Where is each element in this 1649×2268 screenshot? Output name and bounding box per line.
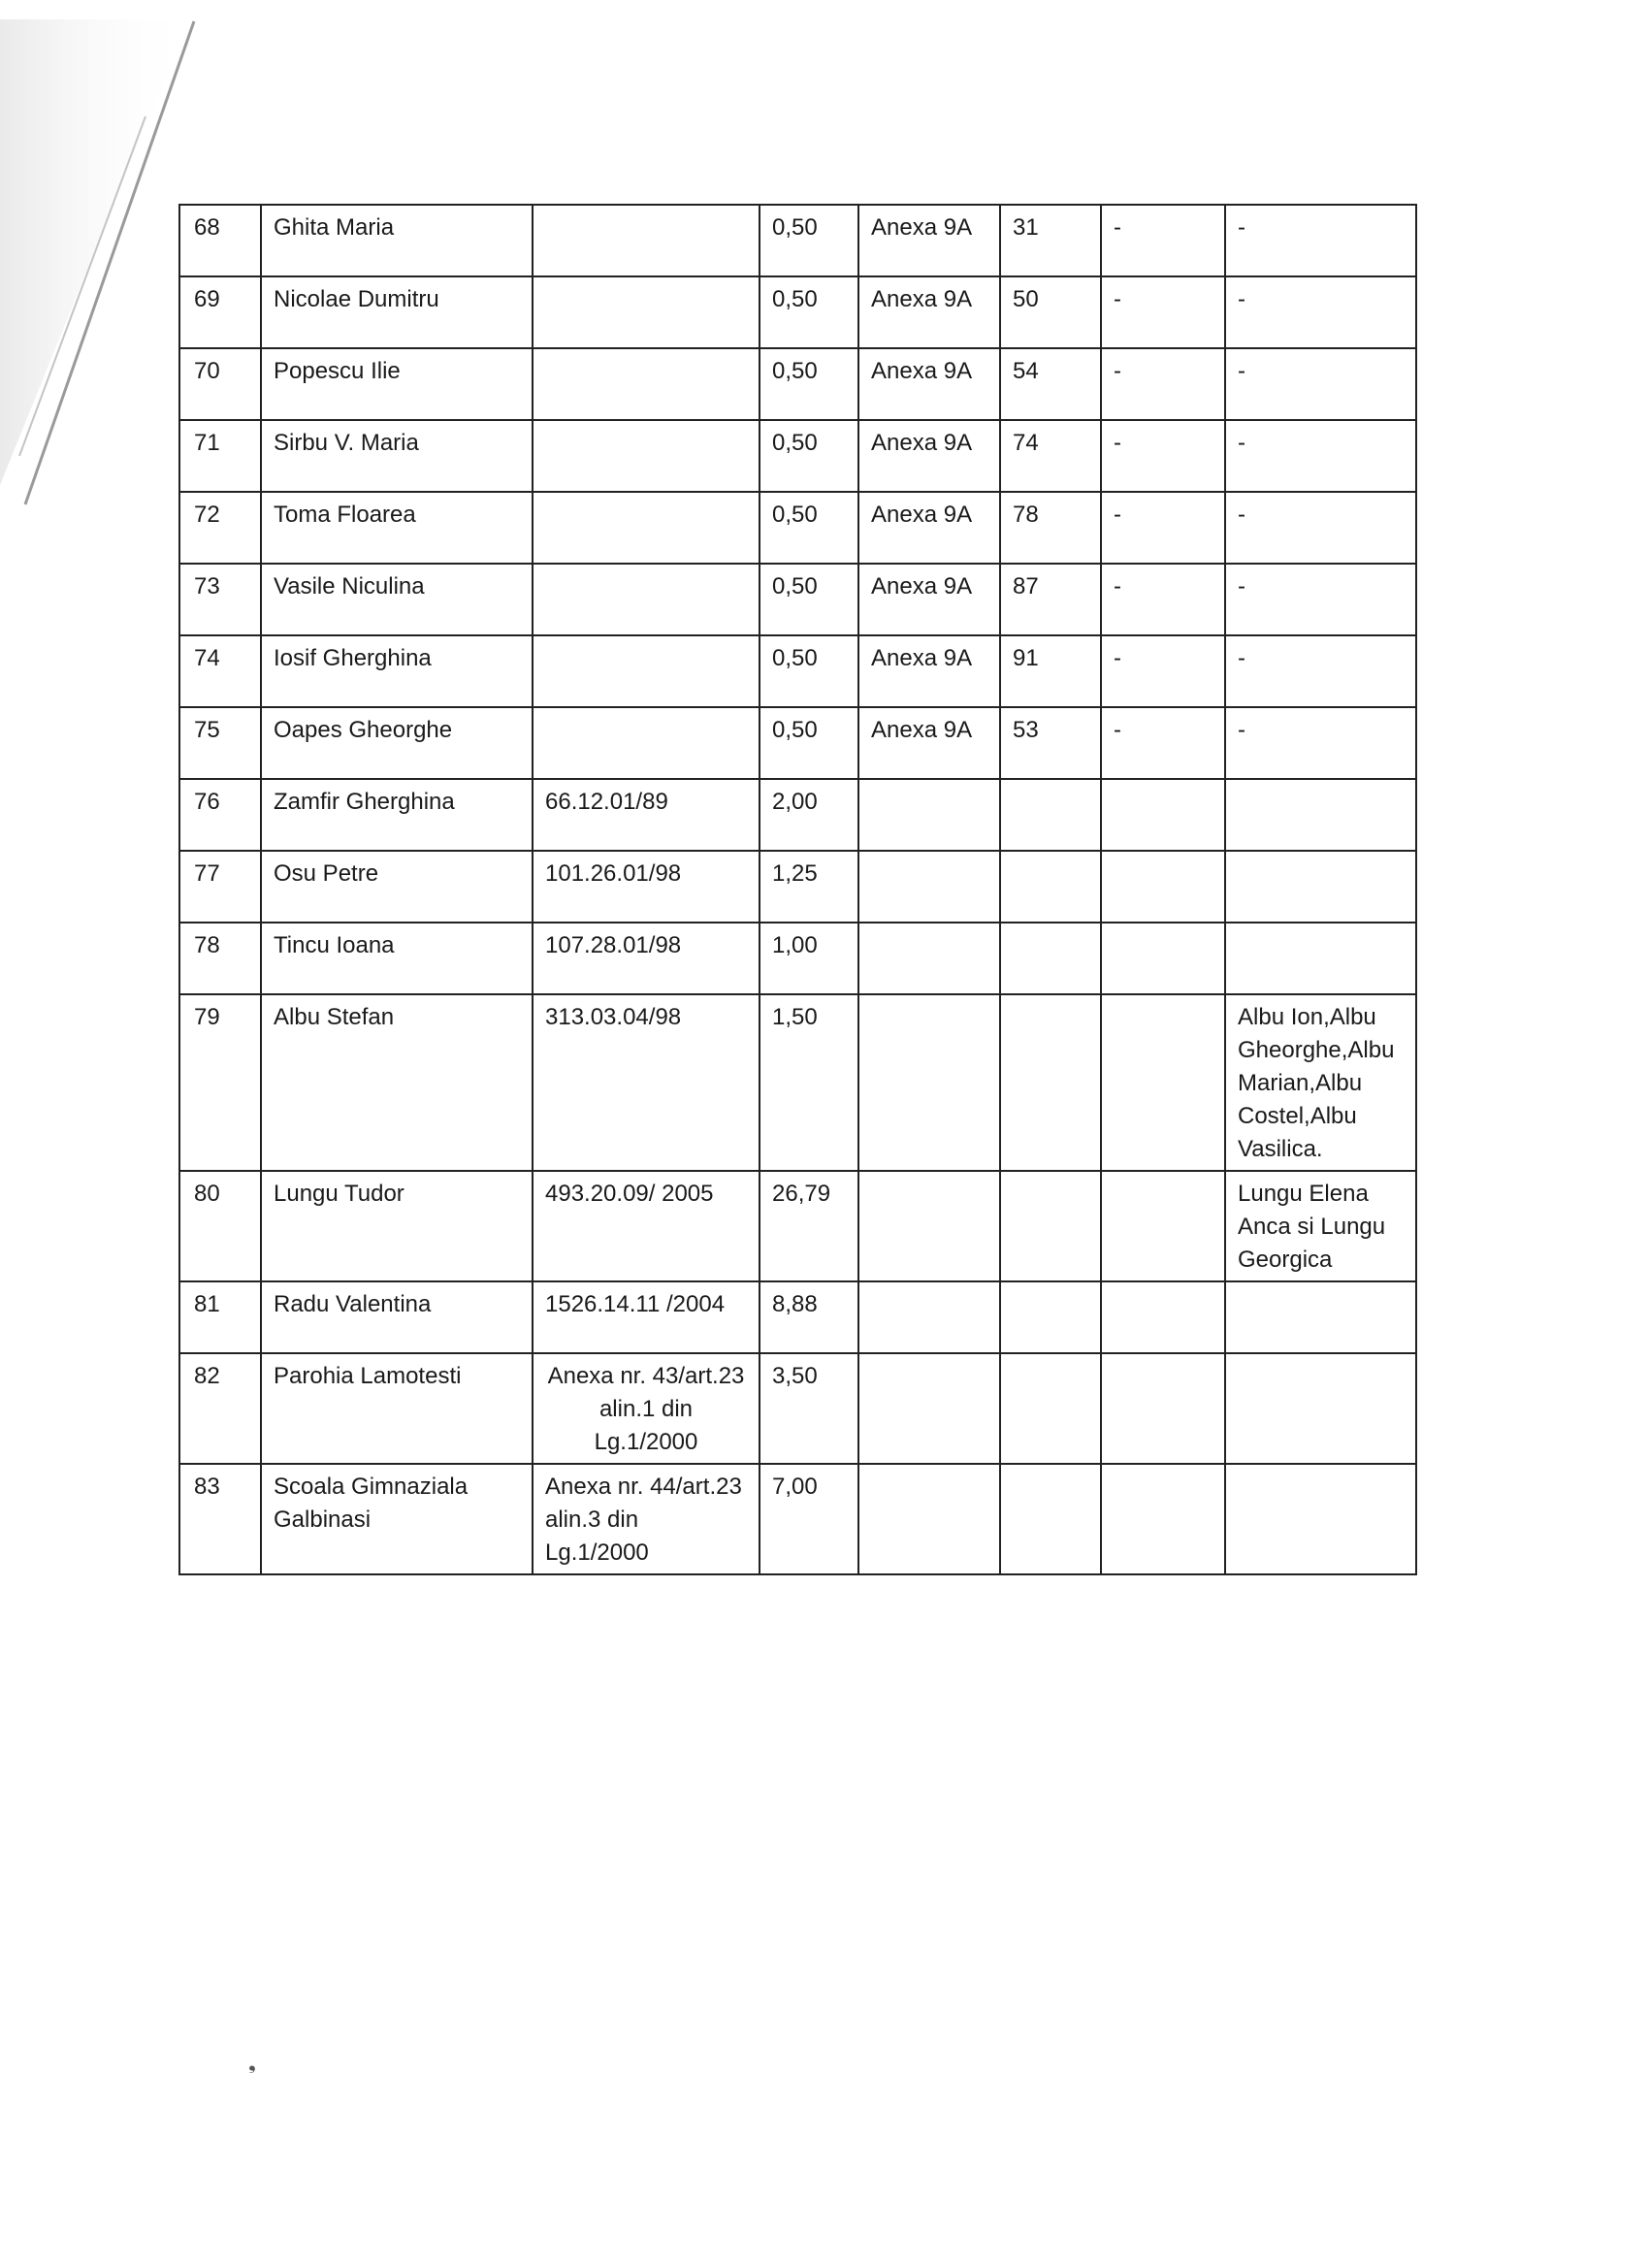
- cell-name: Iosif Gherghina: [261, 635, 533, 707]
- table-row: [179, 1171, 1416, 1281]
- land-allocation-table: [178, 204, 1417, 1575]
- table-row: [179, 276, 1416, 348]
- cell-position: 50: [1000, 276, 1101, 348]
- cell-area: 1,25: [760, 851, 858, 923]
- cell-position: [1000, 779, 1101, 851]
- cell-position: 31: [1000, 205, 1101, 276]
- cell-area: 0,50: [760, 348, 858, 420]
- cell-column-7: [1101, 851, 1225, 923]
- cell-position: [1000, 851, 1101, 923]
- cell-document: [533, 205, 760, 276]
- cell-position: [1000, 1464, 1101, 1574]
- cell-nr: 79: [179, 994, 261, 1171]
- cell-name: Sirbu V. Maria: [261, 420, 533, 492]
- table-body: [179, 205, 1416, 1574]
- cell-document: [533, 276, 760, 348]
- cell-document: 66.12.01/89: [533, 779, 760, 851]
- cell-column-7: -: [1101, 420, 1225, 492]
- cell-name: Lungu Tudor: [261, 1171, 533, 1281]
- cell-heirs: -: [1225, 348, 1416, 420]
- cell-document: Anexa nr. 44/art.23 alin.3 din Lg.1/2000: [533, 1464, 760, 1574]
- cell-nr: 76: [179, 779, 261, 851]
- cell-annex: [858, 994, 1000, 1171]
- cell-annex: Anexa 9A: [858, 564, 1000, 635]
- cell-area: 8,88: [760, 1281, 858, 1353]
- cell-name: Albu Stefan: [261, 994, 533, 1171]
- cell-heirs: [1225, 1281, 1416, 1353]
- cell-document: 1526.14.11 /2004: [533, 1281, 760, 1353]
- table-row: [179, 1353, 1416, 1464]
- cell-area: 1,50: [760, 994, 858, 1171]
- cell-heirs: [1225, 923, 1416, 994]
- cell-nr: 83: [179, 1464, 261, 1574]
- cell-name: Zamfir Gherghina: [261, 779, 533, 851]
- cell-area: 0,50: [760, 635, 858, 707]
- table-row: [179, 420, 1416, 492]
- table-row: [179, 1464, 1416, 1574]
- cell-column-7: -: [1101, 348, 1225, 420]
- cell-heirs: Lungu Elena Anca si Lungu Georgica: [1225, 1171, 1416, 1281]
- cell-document: Anexa nr. 43/art.23 alin.1 din Lg.1/2000: [533, 1353, 760, 1464]
- cell-annex: Anexa 9A: [858, 348, 1000, 420]
- cell-nr: 69: [179, 276, 261, 348]
- cell-position: 53: [1000, 707, 1101, 779]
- cell-area: 0,50: [760, 205, 858, 276]
- table-row: [179, 205, 1416, 276]
- cell-nr: 73: [179, 564, 261, 635]
- table-row: [179, 851, 1416, 923]
- cell-name: Tincu Ioana: [261, 923, 533, 994]
- cell-document: [533, 707, 760, 779]
- cell-area: 0,50: [760, 420, 858, 492]
- cell-heirs: [1225, 851, 1416, 923]
- cell-nr: 74: [179, 635, 261, 707]
- cell-annex: Anexa 9A: [858, 707, 1000, 779]
- cell-name: Parohia Lamotesti: [261, 1353, 533, 1464]
- cell-document: 107.28.01/98: [533, 923, 760, 994]
- cell-document: [533, 635, 760, 707]
- cell-area: 1,00: [760, 923, 858, 994]
- cell-document: 493.20.09/ 2005: [533, 1171, 760, 1281]
- cell-document: 313.03.04/98: [533, 994, 760, 1171]
- cell-name: Toma Floarea: [261, 492, 533, 564]
- cell-column-7: [1101, 994, 1225, 1171]
- cell-document: [533, 492, 760, 564]
- cell-annex: Anexa 9A: [858, 492, 1000, 564]
- table-row: [179, 707, 1416, 779]
- cell-nr: 77: [179, 851, 261, 923]
- cell-annex: [858, 851, 1000, 923]
- cell-heirs: -: [1225, 420, 1416, 492]
- cell-area: 0,50: [760, 707, 858, 779]
- cell-column-7: [1101, 1281, 1225, 1353]
- cell-position: 91: [1000, 635, 1101, 707]
- cell-area: 7,00: [760, 1464, 858, 1574]
- cell-heirs: Albu Ion,Albu Gheorghe,Albu Marian,Albu Costel,Albu Vasilica.: [1225, 994, 1416, 1171]
- table-row: [179, 348, 1416, 420]
- cell-column-7: -: [1101, 707, 1225, 779]
- cell-column-7: [1101, 1353, 1225, 1464]
- cell-heirs: [1225, 1464, 1416, 1574]
- cell-column-7: [1101, 779, 1225, 851]
- cell-name: Radu Valentina: [261, 1281, 533, 1353]
- cell-name: Vasile Niculina: [261, 564, 533, 635]
- cell-annex: Anexa 9A: [858, 635, 1000, 707]
- cell-annex: [858, 923, 1000, 994]
- cell-annex: Anexa 9A: [858, 420, 1000, 492]
- cell-area: 26,79: [760, 1171, 858, 1281]
- table-row: [179, 492, 1416, 564]
- cell-heirs: -: [1225, 564, 1416, 635]
- cell-name: Osu Petre: [261, 851, 533, 923]
- cell-column-7: [1101, 923, 1225, 994]
- table-row: [179, 1281, 1416, 1353]
- cell-annex: [858, 1353, 1000, 1464]
- cell-name: Popescu Ilie: [261, 348, 533, 420]
- cell-nr: 71: [179, 420, 261, 492]
- table-row: [179, 779, 1416, 851]
- cell-nr: 82: [179, 1353, 261, 1464]
- cell-area: 2,00: [760, 779, 858, 851]
- cell-column-7: -: [1101, 205, 1225, 276]
- cell-annex: Anexa 9A: [858, 276, 1000, 348]
- cell-column-7: -: [1101, 564, 1225, 635]
- cell-nr: 75: [179, 707, 261, 779]
- cell-nr: 78: [179, 923, 261, 994]
- cell-area: 0,50: [760, 492, 858, 564]
- cell-position: 87: [1000, 564, 1101, 635]
- scan-speck: ❟: [248, 2053, 256, 2074]
- cell-area: 0,50: [760, 564, 858, 635]
- cell-column-7: -: [1101, 492, 1225, 564]
- cell-position: 78: [1000, 492, 1101, 564]
- cell-position: 74: [1000, 420, 1101, 492]
- table-row: [179, 564, 1416, 635]
- table-row: [179, 923, 1416, 994]
- cell-nr: 72: [179, 492, 261, 564]
- cell-annex: [858, 1464, 1000, 1574]
- cell-position: [1000, 994, 1101, 1171]
- cell-heirs: -: [1225, 707, 1416, 779]
- cell-position: [1000, 1353, 1101, 1464]
- cell-annex: [858, 1171, 1000, 1281]
- cell-column-7: [1101, 1171, 1225, 1281]
- cell-document: [533, 348, 760, 420]
- cell-name: Oapes Gheorghe: [261, 707, 533, 779]
- cell-column-7: -: [1101, 635, 1225, 707]
- cell-name: Nicolae Dumitru: [261, 276, 533, 348]
- cell-nr: 68: [179, 205, 261, 276]
- cell-annex: Anexa 9A: [858, 205, 1000, 276]
- cell-nr: 81: [179, 1281, 261, 1353]
- cell-column-7: [1101, 1464, 1225, 1574]
- cell-position: [1000, 1171, 1101, 1281]
- cell-document: [533, 564, 760, 635]
- cell-heirs: [1225, 1353, 1416, 1464]
- cell-nr: 70: [179, 348, 261, 420]
- cell-heirs: -: [1225, 635, 1416, 707]
- cell-position: 54: [1000, 348, 1101, 420]
- cell-position: [1000, 923, 1101, 994]
- cell-heirs: -: [1225, 492, 1416, 564]
- cell-annex: [858, 779, 1000, 851]
- table-row: [179, 994, 1416, 1171]
- cell-column-7: -: [1101, 276, 1225, 348]
- cell-heirs: [1225, 779, 1416, 851]
- cell-name: Scoala Gimnaziala Galbinasi: [261, 1464, 533, 1574]
- cell-position: [1000, 1281, 1101, 1353]
- cell-nr: 80: [179, 1171, 261, 1281]
- cell-heirs: -: [1225, 205, 1416, 276]
- cell-area: 3,50: [760, 1353, 858, 1464]
- cell-annex: [858, 1281, 1000, 1353]
- cell-document: 101.26.01/98: [533, 851, 760, 923]
- cell-name: Ghita Maria: [261, 205, 533, 276]
- table-row: [179, 635, 1416, 707]
- cell-area: 0,50: [760, 276, 858, 348]
- cell-heirs: -: [1225, 276, 1416, 348]
- cell-document: [533, 420, 760, 492]
